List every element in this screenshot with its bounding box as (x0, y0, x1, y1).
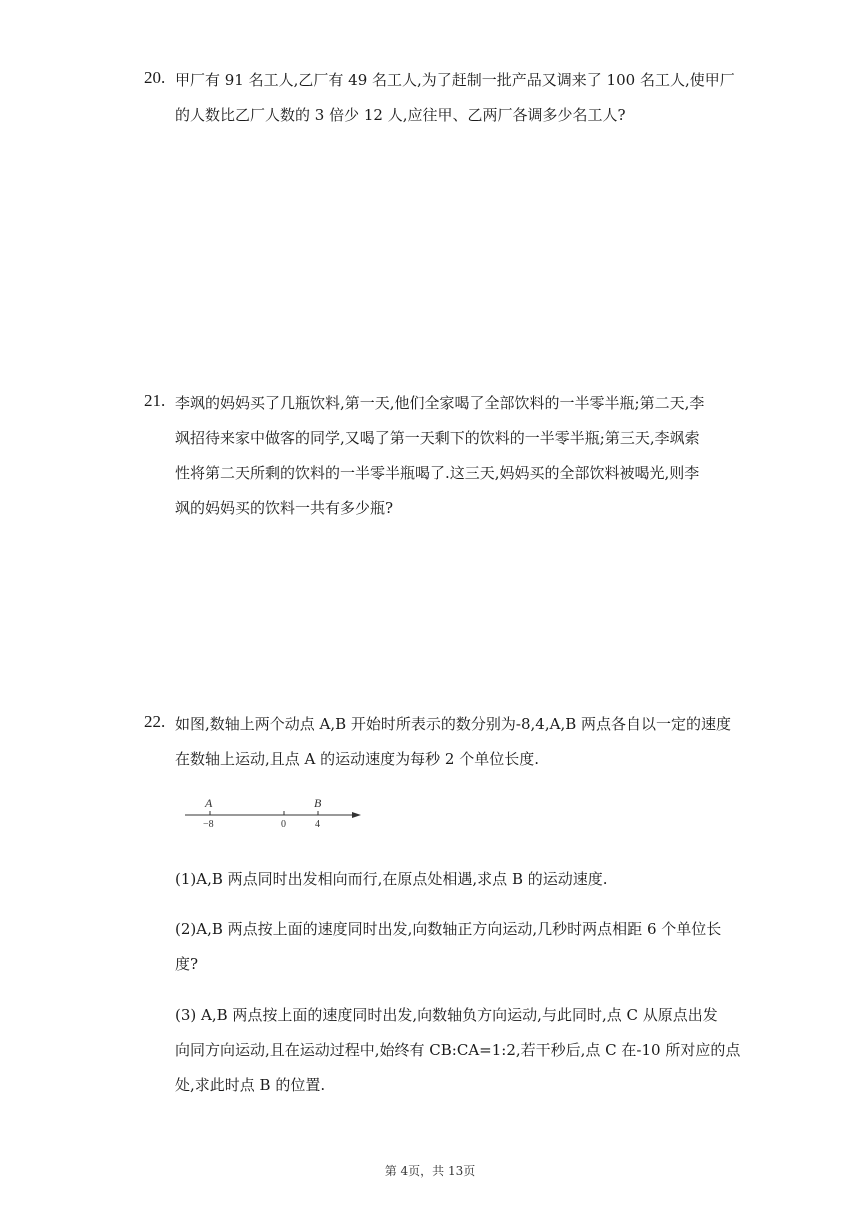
question-number: 20. (144, 68, 166, 87)
number-line-figure (175, 793, 375, 833)
question-line: 甲厂有 91 名工人,乙厂有 49 名工人,为了赶制一批产品又调来了 100 名工人,使甲厂 (175, 71, 735, 89)
question-text (175, 63, 735, 133)
page-footer: 第 4页，共 13页 (384, 1164, 476, 1178)
tick-label-4: 4 (315, 819, 320, 830)
sub-question-line: 处,求此时点 B 的位置. (175, 1076, 326, 1094)
question-number: 22. (144, 712, 166, 731)
sub-question-line: 向同方向运动,且在运动过程中,始终有 CB:CA=1:2,若干秒后,点 C 在-10 所对应的点 (175, 1041, 741, 1059)
sub-question-1 (175, 862, 735, 897)
point-a-label: A (205, 796, 213, 810)
sub-question-line: (1)A,B 两点同时出发相向而行,在原点处相遇,求点 B 的运动速度. (175, 870, 608, 888)
sub-question-line: (2)A,B 两点按上面的速度同时出发,向数轴正方向运动,几秒时两点相距 6 个单位长 (175, 920, 722, 938)
question-text (175, 386, 724, 526)
question-number: 21. (144, 391, 166, 410)
question-line: 如图,数轴上两个动点 A,B 开始时所表示的数分别为-8,4,A,B 两点各自以一定的速度 (175, 715, 732, 733)
question-line: 李飒的妈妈买了几瓶饮料,第一天,他们全家喝了全部饮料的一半零半瓶;第二天,李 (175, 394, 705, 412)
question-20 (144, 63, 735, 133)
sub-question-line: (3) A,B 两点按上面的速度同时出发,向数轴负方向运动,与此同时,点 C 从原点出发 (175, 1006, 718, 1024)
sub-question-line: 度? (175, 955, 199, 973)
question-line: 的人数比乙厂人数的 3 倍少 12 人,应往甲、乙两厂各调多少名工人? (175, 106, 626, 124)
question-21 (144, 386, 724, 526)
tick-label-0: 0 (281, 819, 286, 830)
question-22 (144, 707, 732, 777)
sub-question-3 (175, 998, 741, 1103)
question-line: 性将第二天所剩的饮料的一半零半瓶喝了.这三天,妈妈买的全部饮料被喝光,则李 (175, 464, 700, 482)
question-line: 飒招待来家中做客的同学,又喝了第一天剩下的饮料的一半零半瓶;第三天,李飒索 (175, 429, 700, 447)
question-line: 在数轴上运动,且点 A 的运动速度为每秒 2 个单位长度. (175, 750, 539, 768)
question-text (175, 707, 732, 777)
point-b-label: B (314, 796, 322, 810)
sub-question-2 (175, 912, 735, 982)
tick-label-minus8: −8 (203, 819, 214, 830)
question-line: 飒的妈妈买的饮料一共有多少瓶? (175, 499, 394, 517)
arrow-head-icon (352, 812, 361, 818)
